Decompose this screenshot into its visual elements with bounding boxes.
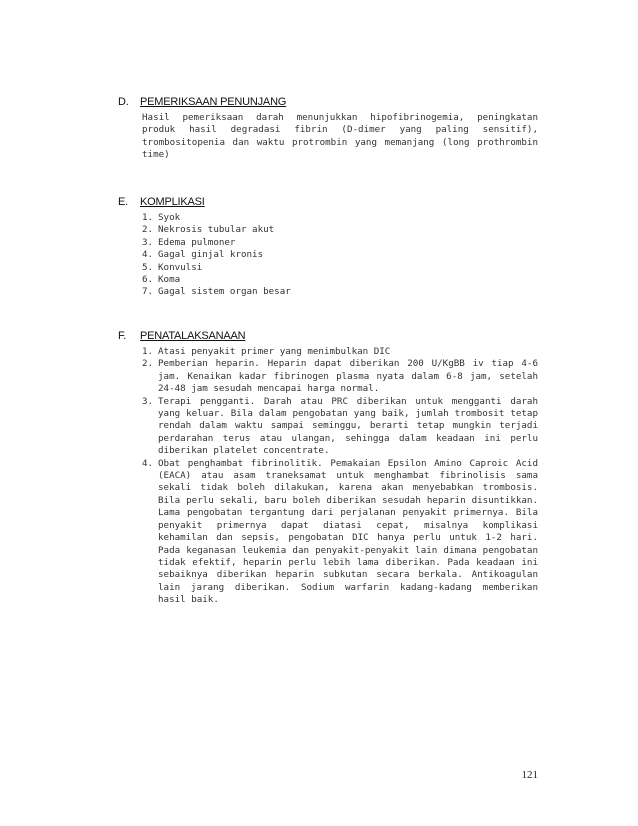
section-title: PENATALAKSANAAN [140, 330, 246, 342]
list-item [142, 274, 538, 286]
komplikasi-list [142, 212, 538, 299]
list-text: Nekrosis tubular akut [158, 224, 275, 236]
list-number: 3. [142, 395, 154, 407]
section-heading [118, 196, 538, 209]
list-item [142, 212, 538, 224]
list-text: Edema pulmoner [158, 236, 236, 248]
section-komplikasi [118, 196, 538, 299]
list-text: Syok [158, 212, 181, 223]
list-number: 2. [142, 224, 154, 236]
list-text: Gagal sistem organ besar [158, 286, 291, 298]
section-heading [118, 330, 538, 343]
list-number: 2. [142, 358, 154, 370]
section-letter: D. [118, 96, 129, 108]
section-letter: F. [118, 330, 127, 342]
list-item [142, 286, 538, 298]
list-number: 3. [142, 236, 154, 248]
list-number: 4. [142, 457, 154, 469]
list-text: Pemberian heparin. Heparin dapat diberikan 200 U/KgBB iv tiap 4-6 jam. Kenaikan kadar fibrinogen plasma nyata dalam 6-8 jam, setelah 24-48 jam sesudah mencapai harga normal. [158, 358, 538, 395]
list-item [142, 237, 538, 249]
section-title: KOMPLIKASI [140, 196, 205, 208]
list-number: 1. [142, 346, 154, 357]
list-item [142, 346, 538, 358]
page-number: 121 [521, 769, 538, 781]
list-text: Terapi pengganti. Darah atau PRC diberikan untuk mengganti darah yang keluar. Bila dalam pengobatan yang baik, jumlah trombosit tetap rendah dalam waktu sampai seminggu, berarti tetap mungkin terjadi perdarahan terus atau ulangan, sehingga dalam keadaan ini perlu diberikan platelet concentrate. [158, 395, 538, 457]
section-penatalaksanaan [118, 330, 538, 607]
list-item [142, 249, 538, 261]
list-text: Obat penghambat fibrinolitik. Pemakaian Epsilon Amino Caproic Acid (EACA) atau asam traneksamat untuk menghambat fibrinolisis sama sekali tidak boleh dilakukan, karena akan menyebabkan trombosis. Bila perlu sekali, baru boleh diberikan sesudah heparin disuntikkan. Lama pengobatan tergantung dari perjalanan penyakit primernya. Bila penyakit primernya dapat diatasi cepat, misalnya komplikasi kehamilan dan sepsis, pengobatan DIC hanya perlu untuk 1-2 hari. Pada keganasan leukemia dan penyakit-penyakit lain dimana pengobatan tidak efektif, heparin perlu lebih lama diberikan. Pada keadaan ini sebaiknya diberikan heparin subkutan secara berkala. Antikoagulan lain jarang diberikan. Sodium warfarin kadang-kadang memberikan hasil baik. [158, 457, 538, 606]
section-title: PEMERIKSAAN PENUNJANG [140, 96, 287, 108]
section-heading [118, 96, 538, 109]
list-number: 1. [142, 212, 154, 223]
list-number: 4. [142, 249, 154, 261]
section-paragraph: Hasil pemeriksaan darah menunjukkan hipofibrinogemia, peningkatan produk hasil degradasi fibrin (D-dimer yang paling sensitif), trombositopenia dan waktu protrombin yang memanjang (long prothrombin time) [142, 112, 538, 161]
section-pemeriksaan-penunjang [118, 96, 538, 162]
list-number: 5. [142, 261, 154, 273]
section-letter: E. [118, 196, 128, 208]
list-item [142, 224, 538, 236]
list-item [142, 458, 538, 607]
list-item [142, 358, 538, 395]
penatalaksanaan-list [142, 346, 538, 607]
list-item [142, 396, 538, 458]
list-text: Konvulsi [158, 261, 203, 273]
list-number: 7. [142, 286, 154, 298]
list-number: 6. [142, 274, 154, 286]
list-text: Gagal ginjal kronis [158, 249, 264, 261]
list-item [142, 262, 538, 274]
list-text: Koma [158, 274, 181, 286]
list-text: Atasi penyakit primer yang menimbulkan DIC [158, 346, 391, 357]
